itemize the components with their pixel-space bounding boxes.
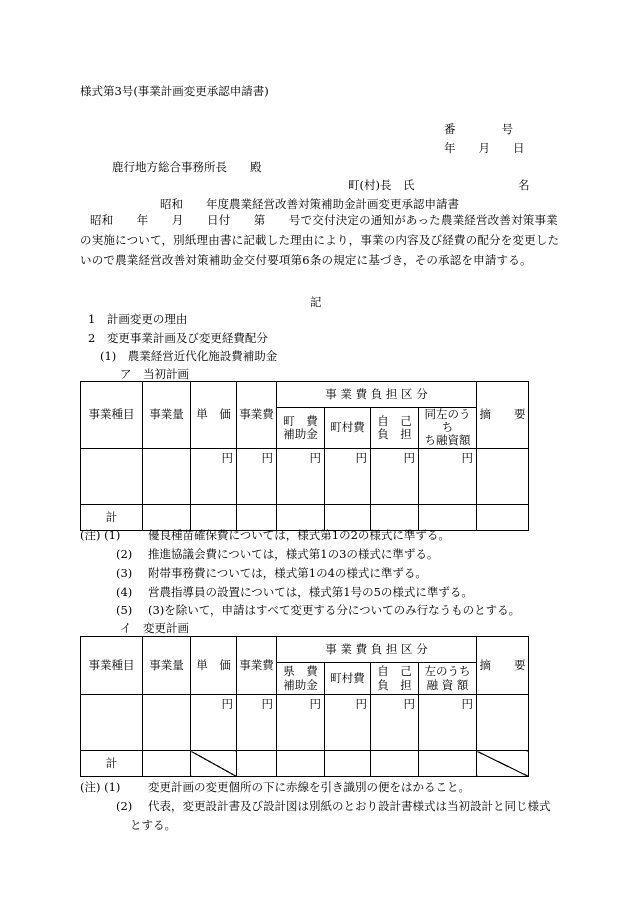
cell-qty xyxy=(143,448,191,504)
form-title: 様式第3号(事業計画変更承認申請書) xyxy=(80,84,269,98)
plan-initial-table xyxy=(80,381,529,531)
item-1: 1 計画変更の理由 xyxy=(88,312,188,326)
header-sub4: 左のうち 融 資 額 xyxy=(419,663,477,695)
number-label: 番 号 xyxy=(444,122,513,136)
note-initial-num-3: (3) xyxy=(116,566,133,580)
header-sub2: 町村費 xyxy=(325,408,371,449)
note-initial-num-2: (2) xyxy=(116,547,133,561)
note-changed-text-2: 代表，変更設計書及び設計図は別紙のとおり設計書様式は当初設計と同じ様式 xyxy=(148,799,551,813)
cell-remarks xyxy=(477,695,529,751)
header-sub1: 町 費 補助金 xyxy=(277,408,325,449)
cell-qty xyxy=(143,695,191,751)
item-2: 2 変更事業計画及び変更経費配分 xyxy=(88,331,268,345)
header-sub3: 自 己 負 担 xyxy=(371,663,419,695)
note-initial-text-5: (3)を除いて，申請はすべて変更する分についてのみ行なうものとする。 xyxy=(148,603,521,617)
cell-sub1: 円 xyxy=(277,695,325,751)
note-changed-num-1: (注) (1) xyxy=(80,780,121,794)
date-label: 年 月 日 xyxy=(444,141,525,155)
header-cost: 事業費 xyxy=(237,382,277,449)
applicant-line: 町(村)長 氏 名 xyxy=(348,178,530,192)
header-sub3: 自 己 負 担 xyxy=(371,408,419,449)
cell-type xyxy=(81,448,143,504)
cell-sub1: 円 xyxy=(277,448,325,504)
header-qty: 事業量 xyxy=(143,382,191,449)
header-unit-price: 単 価 xyxy=(191,637,237,695)
note-changed-text-1: 変更計画の変更個所の下に赤線を引き識別の便をはかること。 xyxy=(148,780,470,794)
header-burden: 事 業 費 負 担 区 分 xyxy=(277,637,477,663)
note-changed-num-2: (2) xyxy=(116,799,133,813)
plan-changed-label: イ 変更計画 xyxy=(120,621,189,635)
document-title: 昭和 年度農業経営改善対策補助金計画変更承認申請書 xyxy=(160,197,459,211)
total-label: 計 xyxy=(81,504,143,530)
header-remarks: 摘 要 xyxy=(477,382,529,449)
item-2-1: (1) 農業経営近代化施設費補助金 xyxy=(100,349,278,363)
total-row xyxy=(81,751,529,777)
diagonal-slash xyxy=(477,751,529,777)
header-sub2: 町村費 xyxy=(325,663,371,695)
note-initial-num-5: (5) xyxy=(116,603,133,617)
cell-sub2: 円 xyxy=(325,695,371,751)
body-paragraph: 昭和 年 月 日付 第 号で交付決定の通知があった農業経営改善対策事業の実施について，別紙理由書に記載した理由により，事業の内容及び経費の配分を変更したいので農業経営改善対策補助金交付要項第6条の規定に基づき，その承認を申請する。 xyxy=(80,213,560,267)
note-initial-num-4: (4) xyxy=(116,585,133,599)
note-initial-text-3: 附帯事務費については，様式第1の4の様式に準ずる。 xyxy=(148,566,427,580)
total-row xyxy=(81,504,529,530)
header-sub4: 同左のうち ち融資額 xyxy=(419,408,477,449)
note-initial-text-1: 優良種苗確保費については，様式第1の2の様式に準ずる。 xyxy=(148,528,450,542)
header-qty: 事業量 xyxy=(143,637,191,695)
cell-cost: 円 xyxy=(237,448,277,504)
cell-type xyxy=(81,695,143,751)
table-row xyxy=(81,448,529,504)
plan-changed-table xyxy=(80,636,529,777)
cell-unit-price: 円 xyxy=(191,695,237,751)
ki-mark: 記 xyxy=(310,295,322,309)
cell-sub3: 円 xyxy=(371,695,419,751)
cell-sub2: 円 xyxy=(325,448,371,504)
header-type: 事業種目 xyxy=(81,637,143,695)
header-unit-price: 単 価 xyxy=(191,382,237,449)
note-changed-text-3: とする。 xyxy=(130,818,176,832)
table-row xyxy=(81,695,529,751)
cell-cost: 円 xyxy=(237,695,277,751)
cell-sub3: 円 xyxy=(371,448,419,504)
addressee: 鹿行地方総合事務所長 殿 xyxy=(112,160,262,174)
cell-unit-price: 円 xyxy=(191,448,237,504)
header-type: 事業種目 xyxy=(81,382,143,449)
cell-sub4: 円 xyxy=(419,695,477,751)
note-initial-num-1: (注) (1) xyxy=(80,528,121,542)
total-label: 計 xyxy=(81,751,143,777)
header-sub1: 県 費 補助金 xyxy=(277,663,325,695)
header-remarks: 摘 要 xyxy=(477,637,529,695)
note-initial-text-2: 推進協議会費については，様式第1の3の様式に準ずる。 xyxy=(148,547,439,561)
plan-initial-label: ア 当初計画 xyxy=(120,367,189,381)
header-cost: 事業費 xyxy=(237,637,277,695)
header-burden: 事 業 費 負 担 区 分 xyxy=(277,382,477,408)
cell-sub4: 円 xyxy=(419,448,477,504)
diagonal-slash xyxy=(191,751,237,777)
cell-remarks xyxy=(477,448,529,504)
note-initial-text-4: 営農指導員の設置については，様式第1号の5の様式に準ずる。 xyxy=(148,585,473,599)
